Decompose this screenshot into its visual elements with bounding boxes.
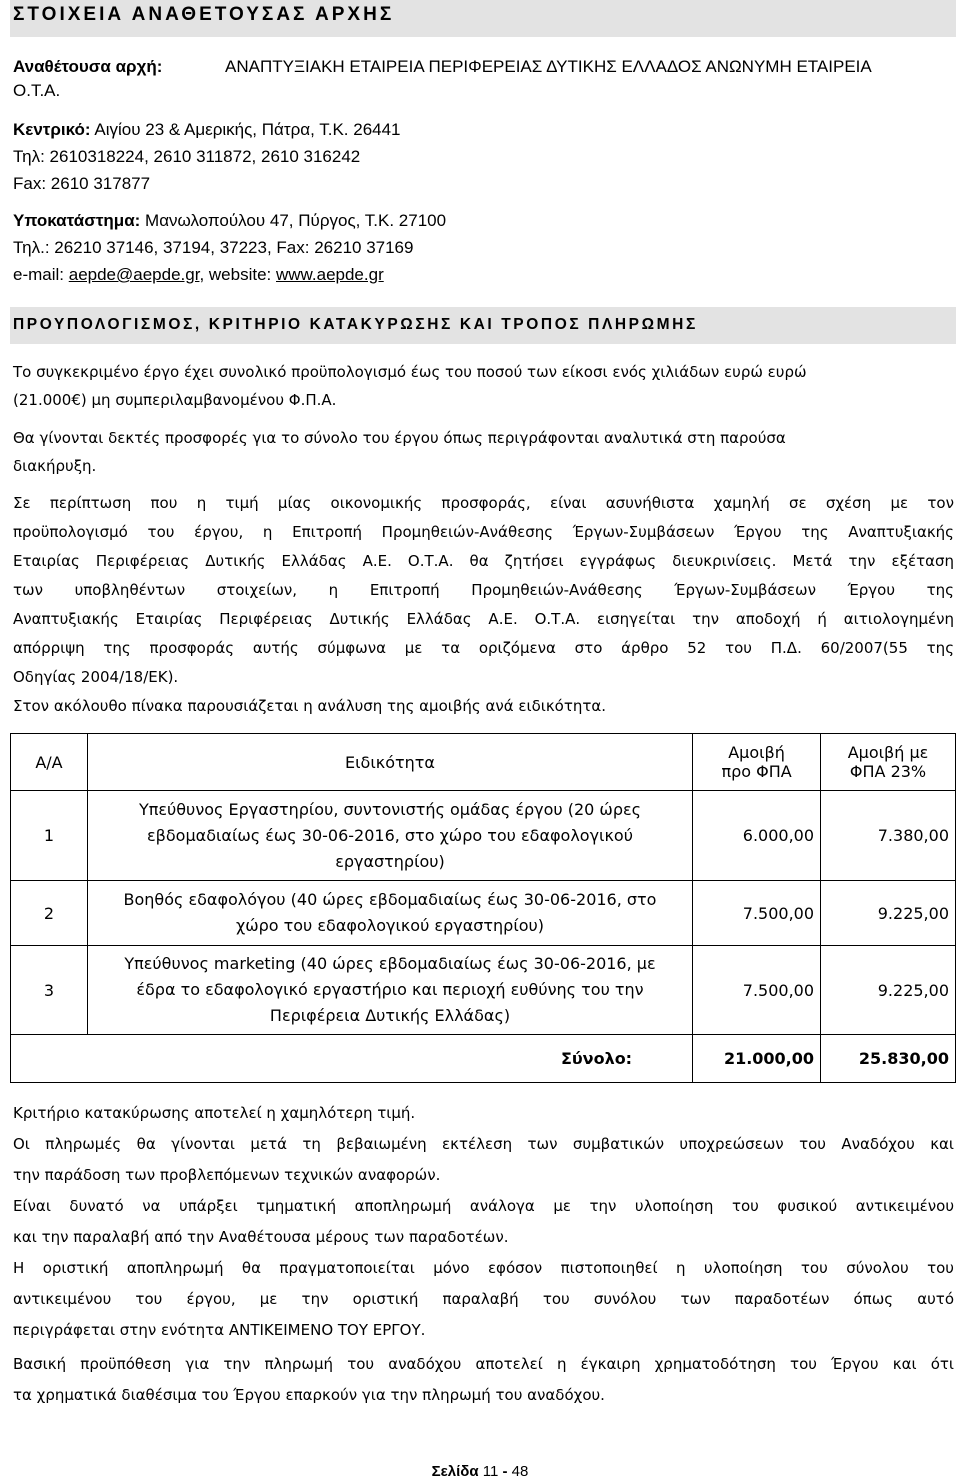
row-desc-line: εργαστηρίου) [335, 851, 445, 871]
total-fee-vat: 25.830,00 [821, 1035, 956, 1083]
row-fee: 7.500,00 [693, 881, 821, 946]
branch-contact [13, 260, 384, 289]
budget-header-band [10, 307, 956, 344]
hq-label: Κεντρικό: [13, 120, 91, 139]
table-row [11, 881, 956, 946]
total-label [11, 1035, 693, 1083]
table-intro: Στον ακόλουθο πίνακα παρουσιάζεται η ανάλυση της αμοιβής ανά ειδικότητα. [13, 697, 607, 715]
branch-phone: Τηλ.: 26210 37146, 37194, 37223, Fax: 26210 37169 [13, 238, 414, 257]
budget-line-2: (21.000€) μη συμπεριλαμβανομένου Φ.Π.Α. [13, 391, 337, 409]
payment-line-1: Οι πληρωμές θα γίνονται μετά τη βεβαιωμένη εκτέλεση των συμβατικών υποχρεώσεων του Αναδόχου και [13, 1135, 954, 1153]
header-aa: Α/Α [11, 734, 88, 791]
row-desc-line: εβδομαδιαίως έως 30-06-2016, στο χώρο του εδαφολογικού [147, 825, 633, 845]
row-fee: 6.000,00 [693, 791, 821, 881]
email-prefix: e-mail: [13, 265, 69, 284]
page-label: Σελίδα [431, 1463, 479, 1480]
hq-address-text: Αιγίου 23 & Αμερικής, Πάτρα, Τ.Κ. 26441 [90, 120, 401, 139]
final-line-3: περιγράφεται στην ενότητα ΑΝΤΙΚΕΙΜΕΝΟ ΤΟΥ ΕΡΓΟΥ. [13, 1321, 426, 1339]
page-footer [0, 1463, 960, 1480]
table-header-row [11, 734, 956, 791]
header-fee [693, 734, 821, 791]
branch-address [13, 206, 446, 235]
payment-line-2: την παράδοση των προβλεπόμενων τεχνικών αναφορών. [13, 1166, 441, 1184]
branch-label: Υποκατάστημα: [13, 211, 141, 230]
authority-name: ΑΝΑΠΤΥΞΙΑΚΗ ΕΤΑΙΡΕΙΑ ΠΕΡΙΦΕΡΕΙΑΣ ΔΥΤΙΚΗΣ ΕΛΛΑΔΟΣ ΑΝΩΝΥΜΗ ΕΤΑΙΡΕΙΑ [225, 57, 872, 76]
row-desc-line: Βοηθός εδαφολόγου (40 ώρες εβδομαδιαίως έως 30-06-2016, στο [123, 890, 657, 909]
prerequisite-line-2: τα χρηματικά διαθέσιμα του Έργου επαρκούν για την πληρωμή του αναδόχου. [13, 1386, 605, 1404]
branch-address-text: Μανωλοπούλου 47, Πύργος, Τ.Κ. 27100 [140, 211, 447, 230]
row-fee-vat: 9.225,00 [821, 946, 956, 1035]
low-line-5: Αναπτυξιακής Εταιρίας Περιφέρειας Δυτικής Ελλάδας Α.Ε. Ο.Τ.Α. εισηγείται την αποδοχή ή αιτιολογημένη [13, 610, 954, 628]
row-desc-line: έδρα το εδαφολογικό εργαστήριο και περιοχή ευθύνης του την [136, 980, 644, 999]
low-line-2: προϋπολογισμό του έργου, η Επιτροπή Προμηθειών-Ανάθεσης Έργων-Συμβάσεων Έργου της Αναπτυξιακής [13, 523, 954, 541]
row-desc-line: χώρο του εδαφολογικού εργαστηρίου) [235, 916, 545, 935]
row-fee-vat: 9.225,00 [821, 881, 956, 946]
header-fee-vat-line-1: Αμοιβή με [847, 743, 929, 762]
header-specialty: Ειδικότητα [87, 734, 692, 791]
low-line-4: των υποβληθέντων στοιχείων, η Επιτροπή Προμηθειών-Ανάθεσης Έργων-Συμβάσεων Έργου της [13, 581, 954, 599]
section-title: ΣΤΟΙΧΕΙΑ ΑΝΑΘΕΤΟΥΣΑΣ ΑΡΧΗΣ [13, 4, 395, 25]
payment-section [13, 1098, 954, 1346]
row-specialty [87, 881, 692, 946]
row-fee: 7.500,00 [693, 946, 821, 1035]
row-aa: 2 [11, 881, 88, 946]
row-specialty [87, 946, 692, 1035]
table-row [11, 791, 956, 881]
header-fee-line-1: Αμοιβή [728, 743, 785, 762]
page-separator: - [498, 1463, 512, 1480]
row-aa: 1 [11, 791, 88, 881]
budget-line-1: Το συγκεκριμένο έργο έχει συνολικό προϋπολογισμό έως του ποσού των είκοσι ενός χιλιάδων ευρώ ευρώ [13, 363, 807, 381]
criterion-line: Κριτήριο κατακύρωσης αποτελεί η χαμηλότερη τιμή. [13, 1104, 416, 1122]
partial-line-2: και την παραλαβή από την Αναθέτουσα μέρους των παραδοτέων. [13, 1228, 509, 1246]
page-total: 48 [511, 1463, 529, 1480]
final-line-1: Η οριστική αποπληρωμή θα πραγματοποιείται μόνο εφόσον πιστοποιηθεί η υλοποίηση του σύνολου του [13, 1259, 954, 1277]
hq-phone: Τηλ: 2610318224, 2610 311872, 2610 316242 [13, 147, 361, 166]
low-price-paragraph [13, 489, 954, 721]
authority-name-suffix: Ο.Τ.Α. [13, 81, 61, 100]
hq-fax: Fax: 2610 317877 [13, 174, 151, 193]
offers-line-2: διακήρυξη. [13, 457, 97, 475]
offers-line-1: Θα γίνονται δεκτές προσφορές για το σύνολο του έργου όπως περιγράφονται αναλυτικά στη παρούσα [13, 429, 786, 447]
row-specialty [87, 791, 692, 881]
budget-title: ΠΡΟΥΠΟΛΟΓΙΣΜΟΣ, ΚΡΙΤΗΡΙΟ ΚΑΤΑΚΥΡΩΣΗΣ ΚΑΙ ΤΡΟΠΟΣ ΠΛΗΡΩΜΗΣ [13, 316, 698, 333]
row-desc-line: Υπεύθυνος marketing (40 ώρες εβδομαδιαίως έως 30-06-2016, με [124, 954, 656, 973]
header-fee-line-2: προ ΦΠΑ [721, 762, 792, 781]
low-line-3: Εταιρίας Περιφέρειας Δυτικής Ελλάδας Α.Ε. Ο.Τ.Α. θα ζητήσει εγγράφως διευκρινίσεις. Μετά την εξέταση [13, 552, 954, 570]
email-link[interactable]: aepde@aepde.gr [68, 265, 200, 284]
header-fee-vat [821, 734, 956, 791]
partial-line-1: Είναι δυνατό να υπάρξει τμηματική αποπληρωμή ανάλογα με την υλοποίηση του φυσικού αντικειμένου [13, 1197, 954, 1215]
row-desc-line: Περιφέρεια Δυτικής Ελλάδας) [269, 1006, 511, 1025]
total-label-text: Σύνολο: [560, 1049, 633, 1068]
row-aa: 3 [11, 946, 88, 1035]
low-line-7: Οδηγίας 2004/18/ΕΚ). [13, 668, 179, 686]
prerequisite-line-1: Βασική προϋπόθεση για την πληρωμή του αναδόχου αποτελεί η έγκαιρη χρηματοδότηση του Έργου και ότι [13, 1355, 954, 1373]
row-desc-line: Υπεύθυνος Εργαστηρίου, συντονιστής ομάδας έργου (20 ώρες [138, 799, 642, 819]
budget-paragraph [13, 358, 943, 414]
row-fee-vat: 7.380,00 [821, 791, 956, 881]
total-fee: 21.000,00 [693, 1035, 821, 1083]
low-line-6: απόρριψη της προσφοράς αυτής σύμφωνα με τα οριζόμενα στο άρθρο 52 του Π.Δ. 60/2007(55 της [13, 639, 954, 657]
table-total-row [11, 1035, 956, 1083]
final-line-2: αντικειμένου του έργου, με την οριστική παραλαβή του συνόλου των παραδοτέων όπως αυτό [13, 1290, 954, 1308]
fee-table [10, 733, 956, 1083]
header-fee-vat-line-2: ΦΠΑ 23% [849, 762, 927, 781]
section-header-band [10, 0, 956, 37]
page-current: 11 [482, 1463, 499, 1480]
offers-paragraph [13, 424, 943, 480]
low-line-1: Σε περίπτωση που η τιμή μίας οικονομικής προσφοράς, είναι ασυνήθιστα χαμηλή σε σχέση με τον [13, 494, 954, 512]
website-link[interactable]: www.aepde.gr [276, 265, 384, 284]
prerequisite-paragraph [13, 1349, 954, 1411]
table-row [11, 946, 956, 1035]
website-prefix: , website: [199, 265, 276, 284]
authority-label: Αναθέτουσα αρχή: [13, 57, 163, 76]
hq-address [13, 115, 401, 144]
